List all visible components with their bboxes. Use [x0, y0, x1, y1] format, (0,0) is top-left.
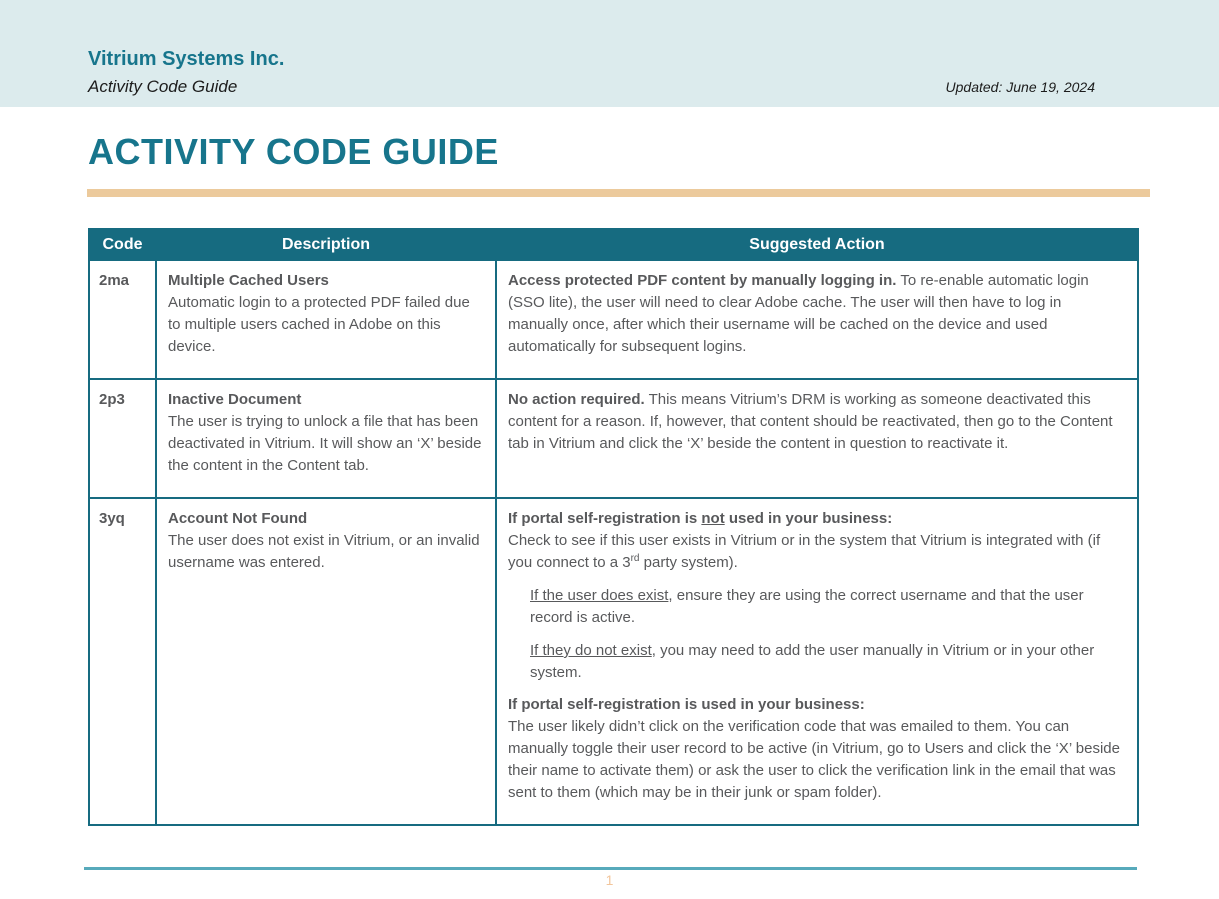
description-title: Account Not Found — [168, 510, 308, 527]
col-header-description: Description — [156, 229, 496, 260]
description-text: Automatic login to a protected PDF failed due to multiple users cached in Adobe on this device. — [168, 294, 470, 355]
action-body: To re-enable automatic login (SSO lite), the user will need to clear Adobe cache. The user will then have to log in manually once, after which their username will be cached on the device and used automatically for subsequent logins. — [508, 272, 1089, 355]
action-body: This means Vitrium’s DRM is working as someone deactivated this content for a reason. If, however, that content should be reactivated, then go to the Content tab in Vitrium and click the ‘X’ beside the content in question to reactivate it. — [508, 391, 1113, 452]
underlined-lead: If they do not exist — [530, 642, 652, 659]
action-paragraph: Check to see if this user exists in Vitrium or in the system that Vitrium is integrated with (if you connect to a 3rd party system). — [508, 532, 1101, 571]
action-subparagraph-user-not-exists: If they do not exist, you may need to add the user manually in Vitrium or in your other system. — [530, 642, 1095, 681]
action-lead: No action required. — [508, 391, 645, 408]
description-cell — [156, 260, 496, 379]
description-text: The user is trying to unlock a file that has been deactivated in Vitrium. It will show an ‘X’ beside the content in the Content tab. — [168, 413, 482, 474]
ordinal-superscript: rd — [630, 553, 640, 564]
action-paragraph: The user likely didn’t click on the verification code that was emailed to them. You can manually toggle their user record to be active (in Vitrium, go to Users and click the ‘X’ beside their name to activate them) or ask the user to click the verification link in the email that was sent to them (which may be in their junk or spam folder). — [508, 718, 1120, 801]
action-text — [508, 389, 1125, 455]
action-cell — [496, 498, 1138, 825]
action-lead: Access protected PDF content by manually logging in. — [508, 272, 897, 289]
underlined-word: not — [701, 510, 725, 527]
underlined-lead: If the user does exist — [530, 587, 669, 604]
description-text: The user does not exist in Vitrium, or an invalid username was entered. — [168, 532, 480, 571]
col-header-code: Code — [89, 229, 156, 260]
action-cell — [496, 260, 1138, 379]
document-subtitle: Activity Code Guide — [88, 77, 238, 96]
description-cell — [156, 379, 496, 498]
col-header-suggested-action: Suggested Action — [496, 229, 1138, 260]
page-number: 1 — [605, 872, 614, 888]
page-banner — [0, 0, 1219, 107]
company-name: Vitrium Systems Inc. — [88, 48, 285, 70]
page-title: ACTIVITY CODE GUIDE — [88, 131, 499, 172]
action-text — [508, 270, 1125, 358]
footer-divider — [84, 867, 1137, 870]
updated-date: Updated: June 19, 2024 — [945, 79, 1095, 95]
code-cell: 2ma — [89, 260, 156, 379]
action-heading-with-registration: If portal self-registration is used in your business: — [508, 696, 865, 713]
table-row-2p3 — [89, 379, 1138, 498]
action-cell — [496, 379, 1138, 498]
table-row-3yq — [89, 498, 1138, 825]
action-subparagraph-user-exists: If the user does exist, ensure they are using the correct username and that the user record is active. — [530, 587, 1084, 626]
code-cell: 2p3 — [89, 379, 156, 498]
code-cell: 3yq — [89, 498, 156, 825]
banner-left — [88, 48, 284, 97]
table-row-2ma — [89, 260, 1138, 379]
table-header-row — [89, 229, 1138, 260]
description-title: Multiple Cached Users — [168, 272, 329, 289]
description-cell — [156, 498, 496, 825]
action-heading-no-registration: If portal self-registration is not used in your business: — [508, 510, 893, 527]
title-divider — [87, 189, 1150, 197]
activity-code-table — [88, 228, 1139, 826]
banner-content — [0, 0, 1219, 107]
document-body — [0, 131, 1219, 826]
description-title: Inactive Document — [168, 391, 302, 408]
